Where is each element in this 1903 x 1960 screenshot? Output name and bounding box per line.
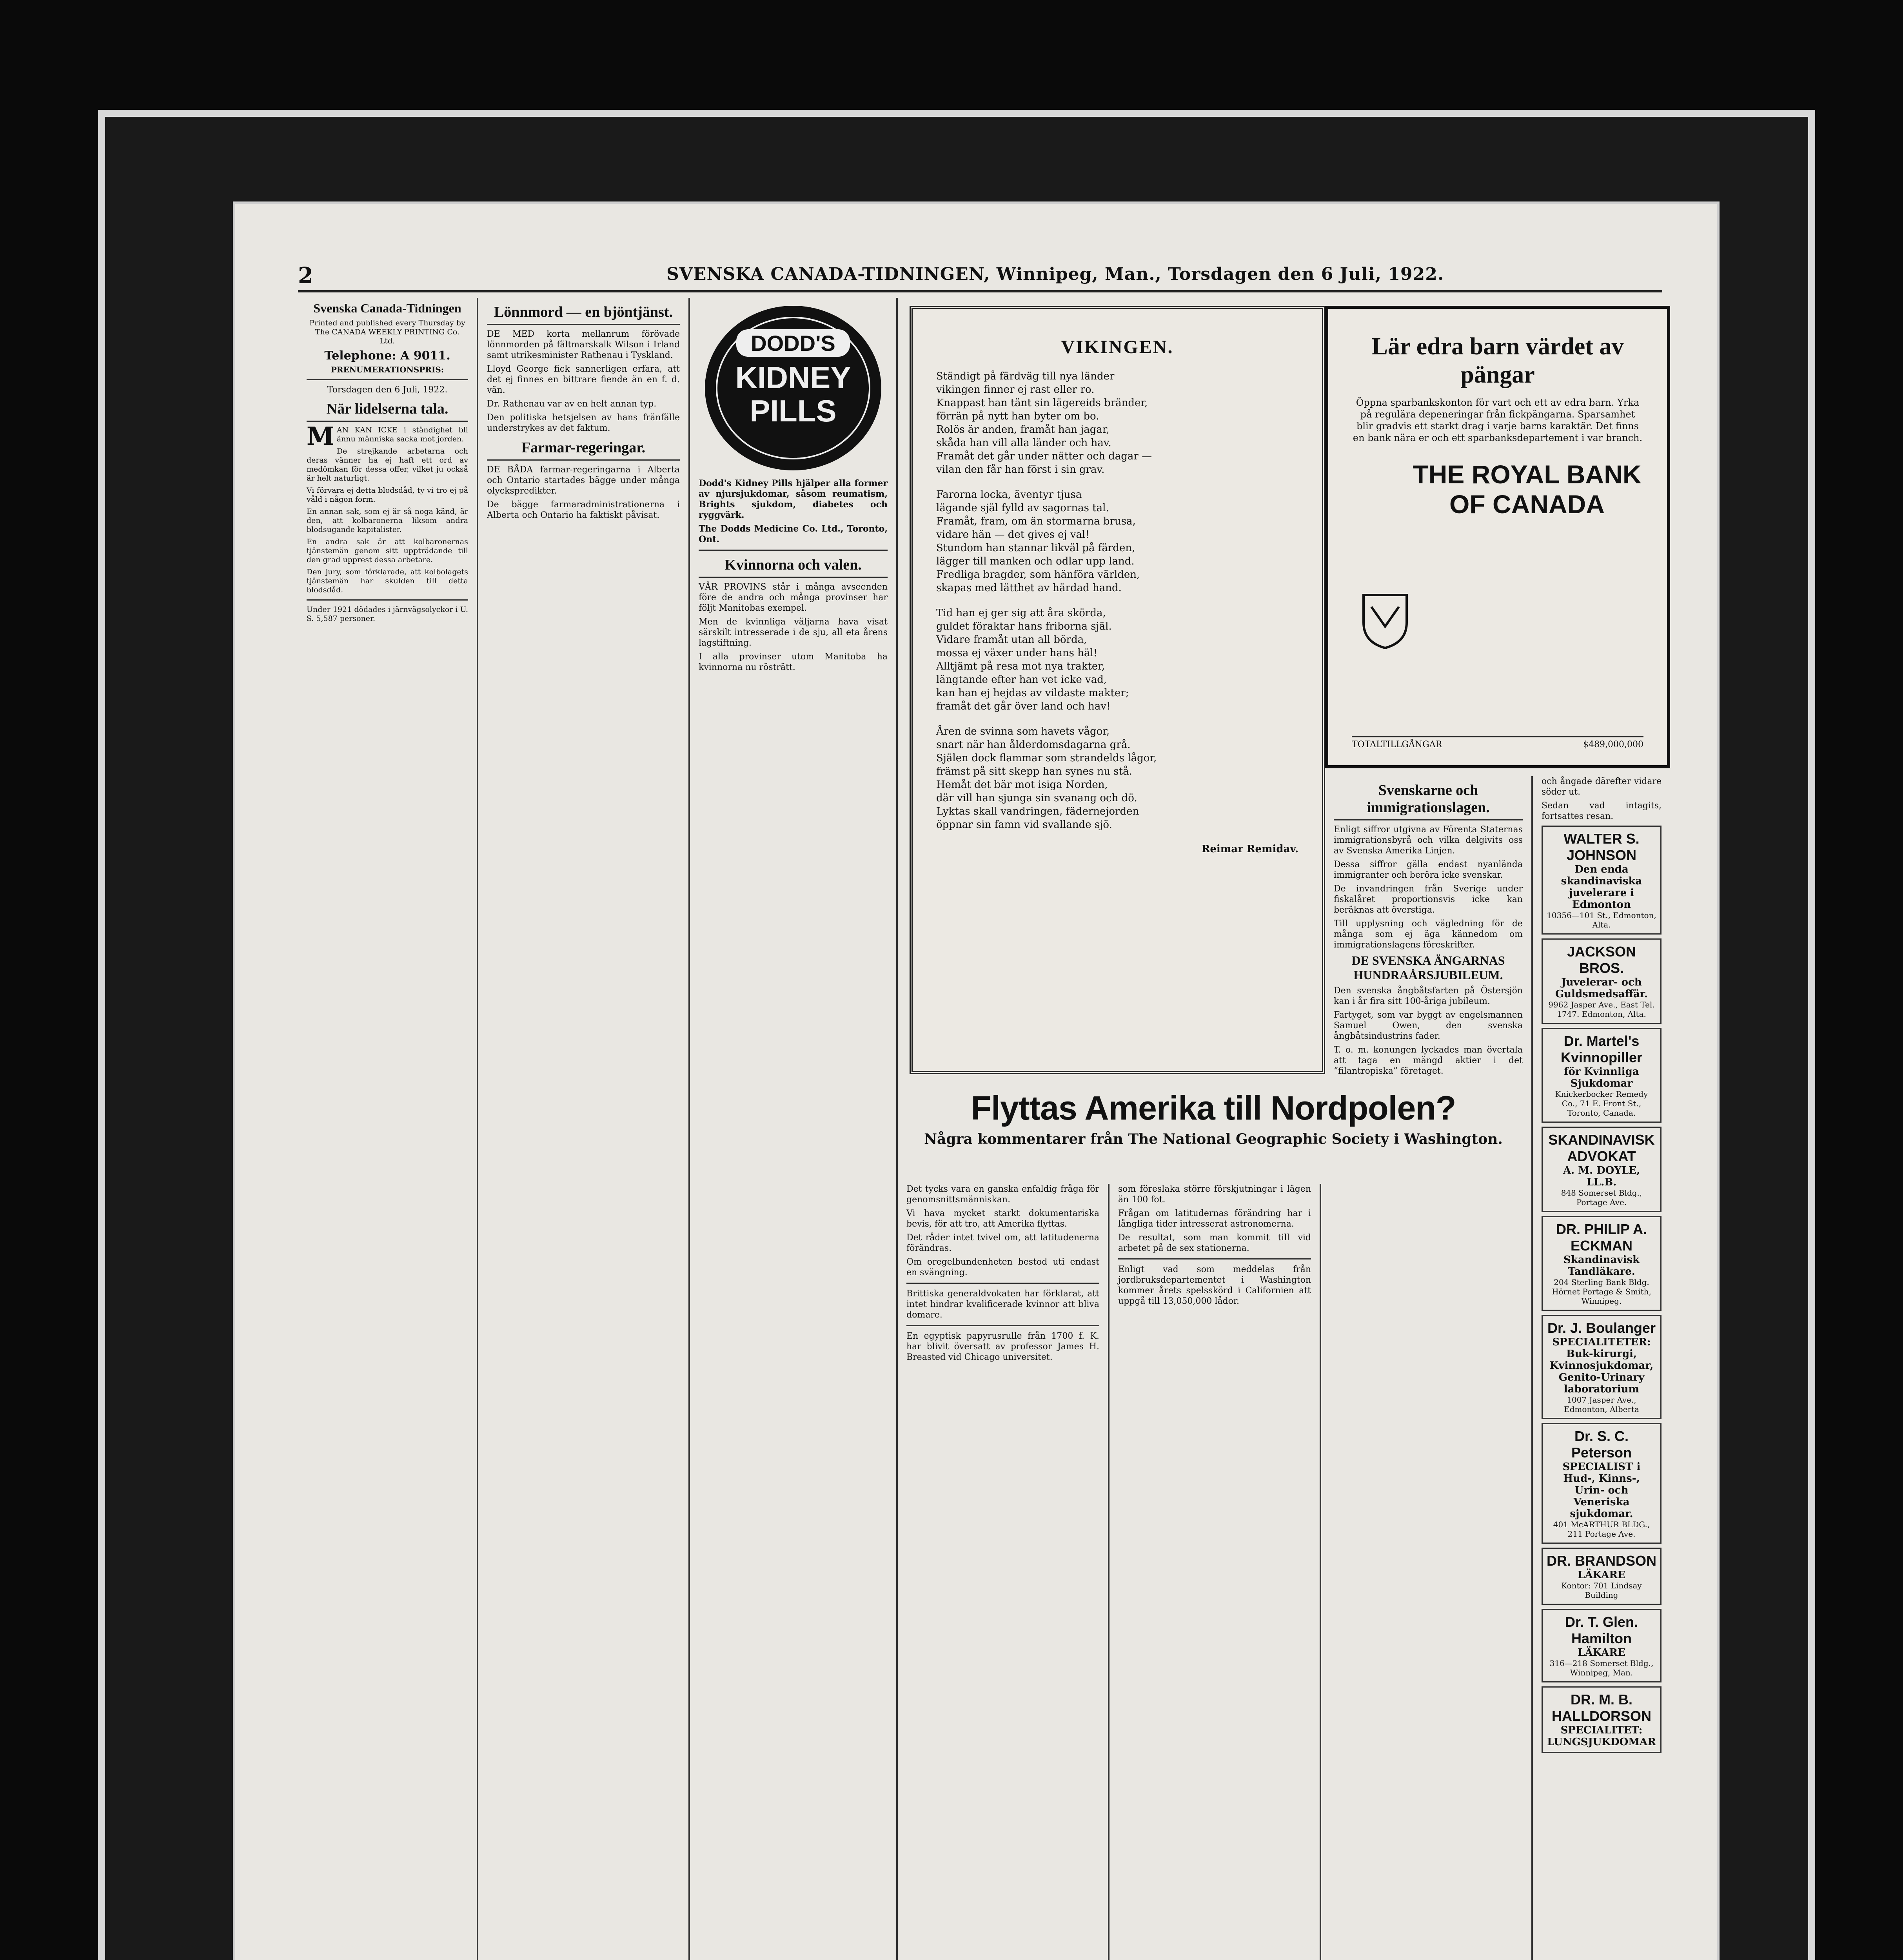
poem-line: Framåt, fram, om än stormarna brusa, — [936, 515, 1136, 527]
article-headline: Svenskarne och immigrationslagen. — [1334, 782, 1523, 820]
ad-line2: PILLS — [750, 394, 837, 428]
advertisement — [1542, 1548, 1661, 1605]
paragraph: Lloyd George fick sannerligen erfara, att det ej finnes en bittrare fiende än en f. d. vän. — [487, 364, 680, 395]
ad-line: SPECIALITETER: Buk-kirurgi, Kvinnosjukdomar, Genito-Urinary laboratorium — [1549, 1336, 1654, 1395]
poem-title: VIKINGEN. — [1061, 337, 1174, 358]
bank-heading: Lär edra barn värdet av pängar — [1371, 333, 1624, 388]
poem-stanza — [936, 488, 1298, 595]
ad-addr: 9962 Jasper Ave., East Tel. 1747. Edmonton, Alta. — [1548, 1000, 1655, 1019]
crest-icon — [1360, 591, 1411, 650]
ad-addr: Knickerbocker Remedy Co., 71 E. Front St., Toronto, Canada. — [1555, 1089, 1648, 1118]
advertisement — [1542, 1315, 1661, 1419]
royal-bank-ad — [1325, 306, 1670, 768]
ad-name: DR. BRANDSON — [1547, 1553, 1657, 1569]
poem-author: Reimar Remidav. — [1201, 843, 1298, 855]
article-headline: Kvinnorna och valen. — [699, 556, 888, 578]
ad-name: SKANDINAVISK ADVOKAT — [1548, 1132, 1655, 1164]
paragraph: Om oregelbundenheten bestod uti endast en svängning. — [906, 1257, 1099, 1278]
paragraph: De invandringen från Sverige under fiskalåret proportionsvis icke kan beräknas att överstiga. — [1334, 884, 1523, 915]
poem-line: mossa ej växer under hans häl! — [936, 647, 1098, 659]
dropcap: M — [307, 422, 334, 451]
ad-line: LÄKARE — [1578, 1569, 1625, 1581]
ad-name: Dr. S. C. Peterson — [1571, 1428, 1632, 1461]
article-lead: MAN KAN ICKE i ständighet bli ännu människa sacka mot jorden. — [307, 422, 468, 451]
poem-line: kan han ej hejdas av vildaste makter; — [936, 687, 1129, 699]
paragraph: DE BÅDA farmar-regeringarna i Alberta och Ontario startades bägge under många olyckspredikter. — [487, 465, 680, 496]
poem-line: förrän på nytt han byter om bo. — [936, 410, 1099, 422]
article-headline: Lönnmord — en bjöntjänst. — [487, 303, 680, 325]
ad-line: SPECIALIST i Hud-, Kinns-, Urin- och Veneriska sjukdomar. — [1562, 1461, 1641, 1520]
advertisement — [1542, 938, 1661, 1024]
bank-name: THE ROYAL BANK OF CANADA — [1413, 460, 1642, 519]
paragraph: Fartyget, som var byggt av engelsmannen Samuel Owen, den svenska ångbåtsindustrins fader. — [1334, 1010, 1523, 1041]
paragraph: Den jury, som förklarade, att kolbolagets tjänstemän har skulden till detta blodsdåd. — [307, 568, 468, 594]
paragraph: Vi hava mycket starkt dokumentariska bevis, för att tro, att Amerika flyttas. — [906, 1209, 1099, 1229]
paragraph: I alla provinser utom Manitoba ha kvinnorna nu rösträtt. — [699, 652, 888, 672]
bank-total-assets: TOTALTILLGÅNGAR $489,000,000 — [1352, 736, 1643, 750]
paragraph: Dessa siffror gälla endast nyanländа immigranter och beröra icke svenskar. — [1334, 860, 1523, 880]
paragraph: som föreslaka större förskjutningar i lägen än 100 fot. — [1118, 1184, 1311, 1205]
column-2 — [478, 298, 690, 1960]
ad-name: Dr. T. Glen. Hamilton — [1565, 1614, 1638, 1646]
paragraph: T. o. m. konungen lyckades man övertala att taga en mängd aktier i det ”filantropiska” företaget. — [1334, 1045, 1523, 1076]
poem-line: skåda han vill alla länder och hav. — [936, 437, 1111, 449]
paragraph: Den svenska ångbåtsfarten på Östersjön kan i år fira sitt 100-åriga jubileum. — [1334, 986, 1523, 1006]
ad-text: Dodd's Kidney Pills hjälper alla former av njursjukdomar, såsom reumatism, Brights sjukdom, diabetes och ryggvärk. — [699, 478, 888, 520]
paragraph: Dr. Rathenau var av en helt annan typ. — [487, 399, 657, 409]
date-line: Torsdagen den 6 Juli, 1922. — [327, 385, 448, 395]
poem-line: vilan den får han först i sin grav. — [936, 464, 1105, 475]
poem-stanza — [936, 370, 1298, 476]
poem-line: Själen dock flammar som strandelds lågor, — [936, 752, 1157, 764]
ad-name: Dr. Martel's Kvinnopiller — [1560, 1033, 1643, 1065]
advertisement — [1542, 826, 1661, 935]
paragraph: Vi förvara ej detta blodsdåd, ty vi tro ej på våld i någon form. — [307, 486, 468, 504]
poem-line: Alltjämt på resa mot nya trakter, — [936, 661, 1105, 672]
ad-name: WALTER S. JOHNSON — [1563, 831, 1640, 863]
paragraph: De bägge farmaradministrationerna i Alberta och Ontario ha faktiskt påvisat. — [487, 500, 680, 520]
poem-line: Stundom han stannar likväl på färden, — [936, 542, 1135, 554]
poem-line: Tid han ej ger sig att åra skörda, — [936, 607, 1106, 619]
ad-brand: DODD'S — [751, 331, 835, 356]
article-headline: Farmar-regeringar. — [487, 439, 680, 461]
column-7 — [1533, 776, 1670, 1960]
poem-line: Hemåt det bär mot isiga Norden, — [936, 779, 1108, 791]
poem-line: Fredliga bragder, som hänföra världen, — [936, 569, 1140, 581]
advertisement — [1542, 1216, 1661, 1311]
poem-line: framåt det går över land och hav! — [936, 701, 1111, 712]
poem-stanza — [936, 725, 1298, 831]
poem-line: Farorna locka, äventyr tjusa — [936, 489, 1082, 501]
poem-line: Rolös är anden, framåt han jagar, — [936, 424, 1109, 436]
masthead — [298, 263, 1662, 292]
ad-line1: KIDNEY — [735, 360, 851, 395]
paragraph: DE MED korta mellanrum förövade lönnmorden på fältmarskalk Wilson i Irland samt utrikesminister Rathenau i Tyskland. — [487, 329, 680, 360]
ad-line: LÄKARE — [1578, 1647, 1625, 1659]
ad-addr: 401 McARTHUR BLDG., 211 Portage Ave. — [1553, 1520, 1650, 1539]
newspaper-page — [235, 204, 1717, 1960]
column-5 — [1109, 1184, 1321, 1960]
paper-title: Svenska Canada-Tidningen — [313, 301, 461, 315]
paragraph: och ångade därefter vidare söder ut. — [1542, 777, 1661, 797]
subscription-heading: PRENUMERATIONSPRIS: — [330, 365, 444, 374]
main-subheadline: Några kommentarer från The National Geographic Society i Washington. — [924, 1131, 1503, 1147]
column-1 — [298, 298, 478, 1960]
ad-name: DR. M. B. HALLDORSON — [1552, 1691, 1651, 1724]
dodds-kidney-pills-ad — [701, 302, 885, 474]
poem-line: Lyktas skall vandringen, fädernejorden — [936, 806, 1139, 817]
poem-line: lägande själ fylld av sagornas tal. — [936, 502, 1109, 514]
poem-line: skapas med lätthet av härdad hand. — [936, 582, 1122, 594]
paragraph: En egyptisk papyrusrulle från 1700 f. K. har blivit översatt av professor James H. Breasted vid Chicago universitet. — [906, 1331, 1099, 1362]
paragraph: De strejkande arbetarna och deras vänner ha ej haft ett ord av medömkan för dessa offer, vilket ju också är helt naturligt. — [307, 447, 468, 483]
ad-line: för Kvinnliga Sjukdomar — [1564, 1066, 1639, 1089]
advertisement — [1542, 1127, 1661, 1212]
poem-line: vikingen finner ej rast eller ro. — [936, 384, 1095, 396]
poem-stanza — [936, 606, 1298, 713]
main-headline: Flyttas Amerika till Nordpolen? — [971, 1089, 1456, 1127]
ad-addr: 316—218 Somerset Bldg., Winnipeg, Man. — [1549, 1659, 1654, 1677]
paragraph: Brittiska generaldvokaten har förklarat, att intet hindrar kvalificerade kvinnor att bliva domare. — [906, 1289, 1099, 1320]
paragraph: De resultat, som man kommit till vid arbetet på de sex stationerna. — [1118, 1233, 1311, 1253]
page-number: 2 — [298, 263, 313, 289]
ad-name: JACKSON BROS. — [1567, 944, 1636, 976]
masthead-title: SVENSKA CANADA-TIDNINGEN, Winnipeg, Man., Torsdagen den 6 Juli, 1922. — [666, 264, 1444, 284]
pill-box-icon — [701, 302, 885, 474]
column-6 — [1325, 776, 1533, 1960]
ad-addr: 10356—101 St., Edmonton, Alta. — [1547, 911, 1656, 929]
paragraph: Frågan om latitudernas förändring har i långliga tider intresserat astronomerna. — [1118, 1209, 1311, 1229]
ad-line: A. M. DOYLE, LL.B. — [1563, 1165, 1640, 1188]
ad-name: DR. PHILIP A. ECKMAN — [1556, 1221, 1647, 1254]
ad-line: Juvelerar- och Guldsmedsaffär. — [1555, 976, 1648, 1000]
poem-line: öppnar sin famn vid svallande sjö. — [936, 819, 1112, 831]
paragraph: Det råder intet tvivel om, att latitudenerna förändras. — [906, 1233, 1099, 1253]
poem-line: främst på sitt skepp han synes nu stå. — [936, 766, 1132, 777]
poem-line: Vidare framåt utan all börda, — [936, 634, 1087, 646]
paragraph: Men de kvinnliga väljarna hava visat särskilt intresserade i de sju, all eta årens lagstiftning. — [699, 617, 888, 648]
poem-line: Åren de svinna som havets vågor, — [936, 726, 1110, 737]
article-headline: När lidelserna tala. — [307, 400, 468, 422]
paragraph: Det tycks vara en ganska enfaldig fråga för genomsnittsmänniskan. — [906, 1184, 1099, 1205]
poem-line: Framåt det går under nätter och dagar — — [936, 450, 1152, 462]
column-3 — [690, 298, 898, 1960]
bank-body: Öppna sparbankskonton för vart och ett av edra barn. Yrka på regulära depeneringar från fickpängarna. Sparsamhet blir gradvis ett starkt drag i varje barns karaktär. Det finns en bank nära er och ett sparbanksdepartement i var branch. — [1353, 397, 1643, 443]
ad-line: SPECIALITET: LUNGSJUKDOMAR — [1547, 1724, 1656, 1748]
poem-line: Knappast han tänt sin lägereids bränder, — [936, 397, 1148, 409]
poem-line: snart när han ålderdomsdagarna grå. — [936, 739, 1131, 751]
ad-addr: 1007 Jasper Ave., Edmonton, Alberta — [1564, 1395, 1639, 1414]
poem-line: Ständigt på färdväg till nya länder — [936, 370, 1115, 382]
advertisement — [1542, 1609, 1661, 1682]
ad-name: Dr. J. Boulanger — [1547, 1320, 1656, 1336]
paragraph: En annan sak, som ej är så noga känd, är den, att kolbaronerna liksom andra blodsugande kapitalister. — [307, 507, 468, 534]
poem-box — [910, 306, 1325, 1074]
poem-line: längtande efter han vet icke vad, — [936, 674, 1107, 686]
ad-company: The Dodds Medicine Co. Ltd., Toronto, Ont. — [699, 524, 888, 544]
advertisement — [1542, 1028, 1661, 1123]
subheadline: DE SVENSKA ÄNGARNAS HUNDRAÅRSJUBILEUM. — [1351, 953, 1505, 982]
column-4 — [898, 1184, 1109, 1960]
paragraph: Till upplysning och vägledning för de många som ej äga kännedom om immigrationslagens föreskrifter. — [1334, 919, 1523, 950]
advertisement — [1542, 1686, 1661, 1753]
poem-line: lägger till manken och odlar upp land. — [936, 555, 1135, 567]
paragraph: Enligt vad som meddelas från jordbruksdepartementet i Washington kommer årets spelsskörd i Californien att uppgå till 13,050,000 lådor. — [1118, 1265, 1311, 1306]
footer-note: Under 1921 dödades i järnvägsolyckor i U. S. 5,587 personer. — [307, 605, 468, 623]
poem-line: vidare hän — det gives ej val! — [936, 529, 1090, 541]
advertisement — [1542, 1423, 1661, 1544]
telephone: Telephone: A 9011. — [324, 349, 450, 363]
ad-line: Skandinavisk Tandläkare. — [1563, 1254, 1640, 1278]
paragraph: Enligt siffror utgivna av Förenta Staternas immigrationsbyrå och vilka delgivits oss av Svenska Amerika Linjen. — [1334, 825, 1523, 856]
ad-addr: 204 Sterling Bank Bldg. Hörnet Portage & Smith, Winnipeg. — [1552, 1278, 1651, 1306]
ad-line: Den enda skandinaviska juvelerare i Edmonton — [1561, 864, 1642, 911]
poem-line: guldet föraktar hans friborna själ. — [936, 621, 1112, 632]
ad-addr: 848 Somerset Bldg., Portage Ave. — [1561, 1188, 1642, 1207]
paragraph: En andra sak är att kolbaronernas tjänstemän genom sitt uppträdande till den grad upprest dessa arbetare. — [307, 537, 468, 564]
paragraph: Den politiska hetsjelsen av hans fränfälle understrykes av det faktum. — [487, 413, 680, 433]
ad-addr: Kontor: 701 Lindsay Building — [1561, 1581, 1642, 1600]
poem-line: där vill han sjunga sin svanang och dö. — [936, 792, 1137, 804]
paragraph: Sedan vad intagits, fortsattes resan. — [1542, 801, 1661, 821]
paragraph: VÅR PROVINS står i många avseenden före de andra och många provinser har följt Manitobas exempel. — [699, 582, 888, 613]
publisher-info: Printed and published every Thursday by The CANADA WEEKLY PRINTING Co. Ltd. — [309, 319, 465, 345]
